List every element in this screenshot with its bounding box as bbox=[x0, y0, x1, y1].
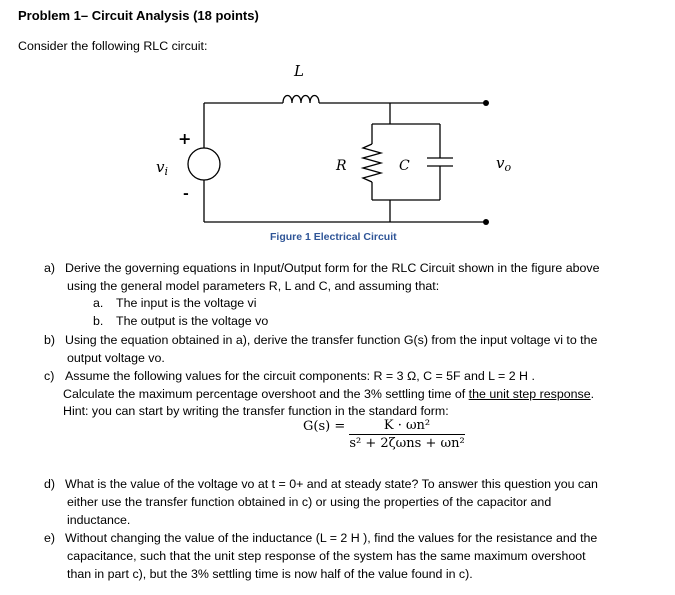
inductor-label: L bbox=[294, 62, 304, 80]
question-e-marker: e) bbox=[44, 531, 56, 545]
question-b-line-2: output voltage vo. bbox=[67, 351, 165, 365]
question-d-marker: d) bbox=[44, 477, 56, 491]
output-terminal-bottom bbox=[483, 219, 489, 225]
question-c-line-2-prefix: Calculate the maximum percentage overshoot and the 3% settling time of bbox=[63, 387, 469, 401]
question-a-sub-a: The input is the voltage vi bbox=[116, 296, 257, 310]
formula-numerator: K · ωn² bbox=[383, 418, 431, 433]
formula-lhs: G(s) = bbox=[303, 419, 346, 434]
question-e-line-1: Without changing the value of the inductance (L = 2 H ), find the values for the resistance and the bbox=[65, 531, 598, 545]
problem-title: Problem 1– Circuit Analysis (18 points) bbox=[18, 8, 259, 23]
question-d-line-1: What is the value of the voltage vo at t = 0+ and at steady state? To answer this question you can bbox=[65, 477, 598, 491]
inductor-coil bbox=[283, 96, 319, 104]
question-a-sub-a-marker: a. bbox=[93, 296, 104, 310]
capacitor-label: C bbox=[399, 158, 410, 174]
question-a-sub-b: The output is the voltage vo bbox=[116, 314, 269, 328]
formula-fraction bbox=[349, 418, 465, 451]
intro-text: Consider the following RLC circuit: bbox=[18, 39, 208, 53]
formula-denominator: s² + 2ζωns + ωn² bbox=[349, 436, 465, 451]
resistor-label: R bbox=[336, 158, 347, 174]
output-voltage-label: $v_o$ bbox=[496, 154, 512, 174]
minus-sign: - bbox=[183, 186, 189, 202]
voltage-source-symbol bbox=[188, 148, 220, 180]
question-c-line-1: Assume the following values for the circuit components: R = 3 Ω, C = 5F and L = 2 H . bbox=[65, 369, 535, 383]
question-c-line-3: Hint: you can start by writing the transfer function in the standard form: bbox=[63, 404, 449, 418]
question-c-line-2 bbox=[63, 387, 594, 401]
fraction-bar bbox=[349, 434, 465, 435]
figure-caption: Figure 1 Electrical Circuit bbox=[270, 231, 397, 243]
question-a-sub-b-marker: b. bbox=[93, 314, 104, 328]
question-e-line-3: than in part c), but the 3% settling time is now half of the value found in c). bbox=[67, 567, 473, 581]
question-c-marker: c) bbox=[44, 369, 55, 383]
question-d-line-3: inductance. bbox=[67, 513, 131, 527]
question-a-line-1: Derive the governing equations in Input/Output form for the RLC Circuit shown in the figure above bbox=[65, 261, 600, 275]
plus-sign: + bbox=[178, 129, 192, 148]
input-voltage-label: $v_i$ bbox=[156, 158, 169, 178]
question-a-marker: a) bbox=[44, 261, 56, 275]
question-b-marker: b) bbox=[44, 333, 56, 347]
question-e-line-2: capacitance, such that the unit step response of the system has the same maximum overshoot bbox=[67, 549, 586, 563]
question-c-line-2-suffix: . bbox=[590, 387, 595, 401]
question-d-line-2: either use the transfer function obtained in c) or using the properties of the capacitor and bbox=[67, 495, 552, 509]
unit-step-response-phrase: the unit step response bbox=[468, 387, 591, 401]
resistor-zigzag bbox=[363, 144, 381, 182]
question-b-line-1: Using the equation obtained in a), derive the transfer function G(s) from the input voltage vi to the bbox=[65, 333, 598, 347]
output-terminal-top bbox=[483, 100, 489, 106]
circuit-diagram bbox=[0, 0, 675, 240]
question-a-line-2: using the general model parameters R, L and C, and assuming that: bbox=[67, 279, 440, 293]
